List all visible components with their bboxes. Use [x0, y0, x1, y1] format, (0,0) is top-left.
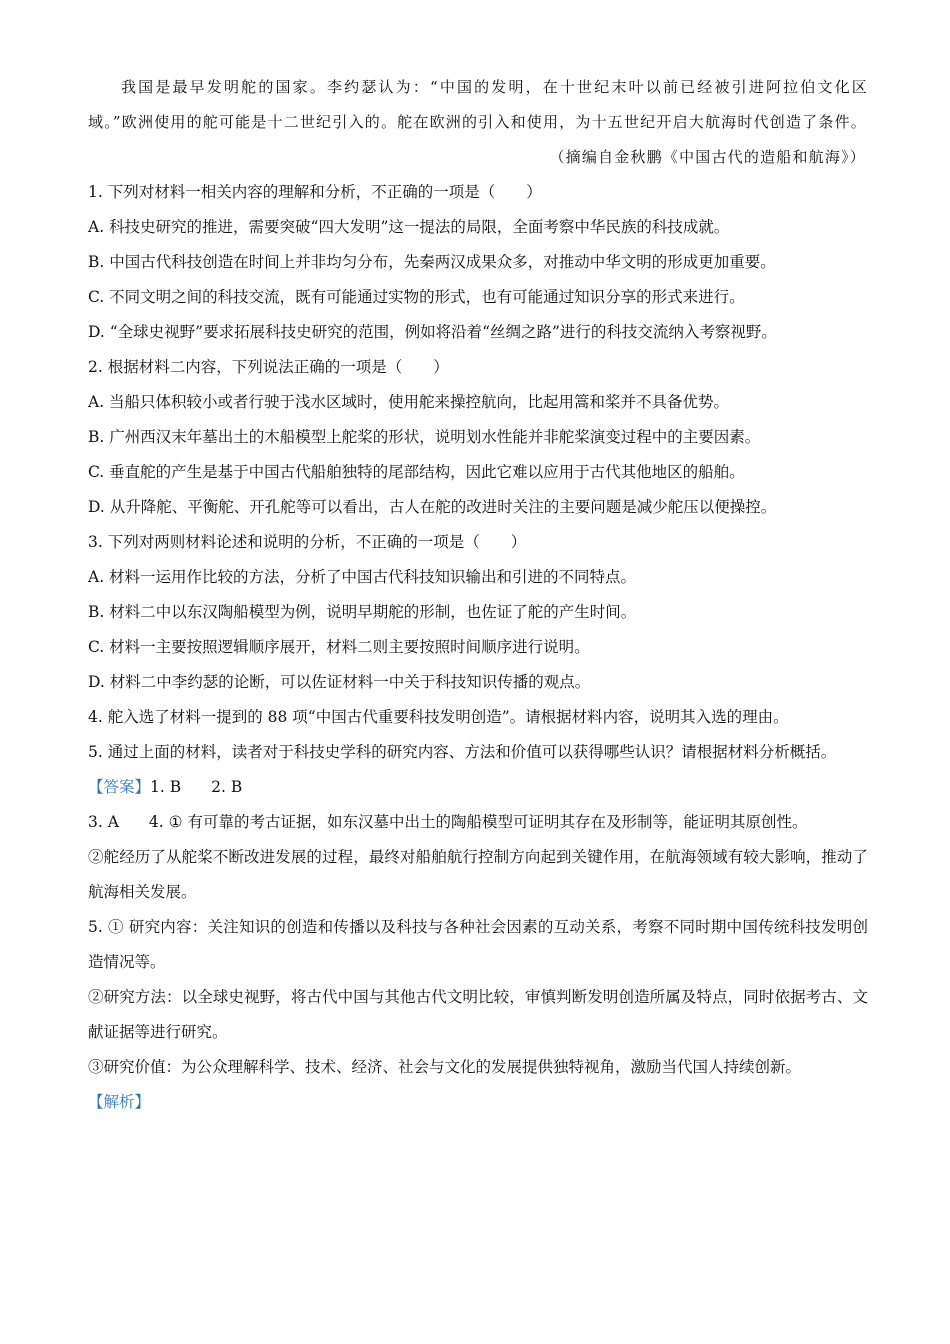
answer-1: 1. B: [150, 778, 182, 796]
answer-5-point-1: ① 研究内容：关注知识的创造和传播以及科技与各种社会因素的互动关系，考察不同时期中国传统科技发明创造情况等。: [88, 918, 868, 971]
material-source: （摘编自金秋鹏《中国古代的造船和航海》）: [549, 148, 866, 166]
material-paragraph: 我国是最早发明舵的国家。李约瑟认为：“中国的发明，在十世纪末叶以前已经被引进阿拉伯文化区域。”欧洲使用的舵可能是十二世纪引入的。舵在欧洲的引入和使用，为十五世纪开启大航海时代创造了条件。: [88, 78, 868, 131]
answer-5-point-1-line: [88, 910, 868, 980]
option-c: C. 材料一主要按照逻辑顺序展开，材料二则主要按照时间顺序进行说明。: [88, 638, 590, 656]
answer-4-label: 4.: [148, 813, 169, 831]
answer-5-point-2: ②研究方法：以全球史视野，将古代中国与其他古代文明比较，审慎判断发明创造所属及特点，同时依据考古、文献证据等进行研究。: [88, 988, 868, 1041]
question-5: 5. 通过上面的材料，读者对于科技史学科的研究内容、方法和价值可以获得哪些认识？请根据材料分析概括。: [88, 743, 837, 761]
question-4: 4. 舵入选了材料一提到的 88 项“中国古代重要科技发明创造”。请根据材料内容，说明其入选的理由。: [88, 708, 789, 726]
option-b: B. 材料二中以东汉陶船模型为例，说明早期舵的形制，也佐证了舵的产生时间。: [88, 603, 637, 621]
answer-2: 2. B: [211, 778, 243, 796]
question-stem: 2. 根据材料二内容，下列说法正确的一项是（ ）: [88, 358, 449, 376]
question-3: [88, 525, 868, 700]
answer-3: 3. A: [88, 813, 119, 831]
answer-line-1: [88, 770, 868, 805]
answer-section: [88, 770, 868, 1085]
option-c: C. 垂直舵的产生是基于中国古代船舶独特的尾部结构，因此它难以应用于古代其他地区的船舶。: [88, 463, 745, 481]
answer-4-point-2: ②舵经历了从舵桨不断改进发展的过程，最终对船舶航行控制方向起到关键作用，在航海领域有较大影响，推动了航海相关发展。: [88, 848, 868, 901]
option-c: C. 不同文明之间的科技交流，既有可能通过实物的形式，也有可能通过知识分享的形式来进行。: [88, 288, 745, 306]
option-b: B. 广州西汉末年墓出土的木船模型上舵桨的形状，说明划水性能并非舵桨演变过程中的主要因素。: [88, 428, 761, 446]
option-a: A. 材料一运用作比较的方法，分析了中国古代科技知识输出和引进的不同特点。: [88, 568, 637, 586]
analysis-tag: 【解析】: [88, 1093, 151, 1111]
option-d: D. 材料二中李约瑟的论断，可以佐证材料一中关于科技知识传播的观点。: [88, 673, 591, 691]
answer-5-label: 5.: [88, 918, 108, 936]
question-2: [88, 350, 868, 525]
question-stem: 3. 下列对两则材料论述和说明的分析，不正确的一项是（ ）: [88, 533, 527, 551]
answer-tag: 【答案】: [88, 778, 151, 796]
option-d: D. “全球史视野”要求拓展科技史研究的范围，例如将沿着“丝绸之路”进行的科技交流纳入考察视野。: [88, 323, 777, 341]
option-d: D. 从升降舵、平衡舵、开孔舵等可以看出，古人在舵的改进时关注的主要问题是减少舵压以便操控。: [88, 498, 777, 516]
question-stem: 1. 下列对材料一相关内容的理解和分析，不正确的一项是（ ）: [88, 183, 542, 201]
option-a: A. 当船只体积较小或者行驶于浅水区域时，使用舵来操控航向，比起用篙和桨并不具备优势。: [88, 393, 730, 411]
question-1: [88, 175, 868, 350]
option-a: A. 科技史研究的推进，需要突破“四大发明”这一提法的局限，全面考察中华民族的科技成就。: [88, 218, 730, 236]
answer-5-point-3: ③研究价值：为公众理解科学、技术、经济、社会与文化的发展提供独特视角，激励当代国人持续创新。: [88, 1058, 802, 1076]
answer-4-point-1: ① 有可靠的考古证据，如东汉墓中出土的陶船模型可证明其存在及形制等，能证明其原创性。: [168, 813, 808, 831]
option-b: B. 中国古代科技创造在时间上并非均匀分布，先秦两汉成果众多，对推动中华文明的形成更加重要。: [88, 253, 776, 271]
document-page: [88, 70, 868, 1120]
answer-line-2: [88, 805, 868, 840]
